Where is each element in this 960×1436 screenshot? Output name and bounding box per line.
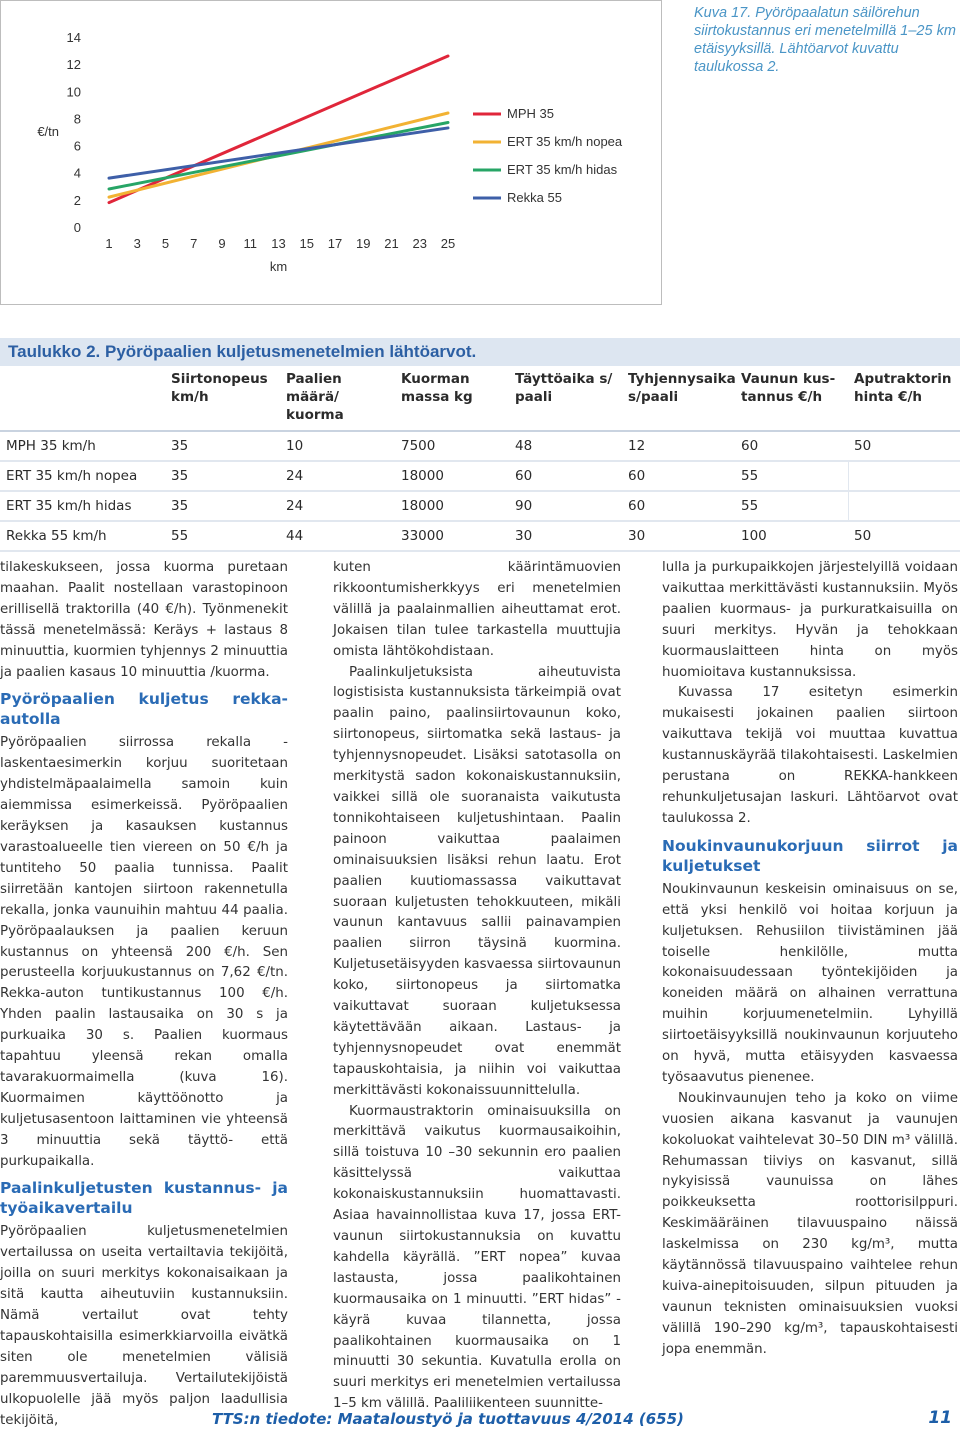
x-tick-label: 9 — [218, 236, 226, 251]
table-cell: 90 — [509, 491, 622, 521]
table-cell: 30 — [509, 521, 622, 551]
x-tick-label: 15 — [299, 236, 314, 251]
paragraph: Noukinvaunun keskeisin ominaisuus on se, että yksi henkilö voi hoitaa korjuun ja kuljetuksen. Rehusiilon tiivistäminen jää toiselle henkilölle, mutta kokonaisuudessaan työntekijöiden ja koneiden määrä on alhainen verrattuna muihin korjuumenetelmiin. Lyhyillä siirtoetäisyyksillä noukinvaunun korjuuteho on hyvä, mutta etäisyyden kasvaessa työsaavutus pienenee. — [662, 881, 958, 1085]
table-cell: ERT 35 km/h hidas — [0, 491, 165, 521]
table-cell — [848, 461, 960, 491]
table-cell: 7500 — [395, 431, 509, 461]
y-tick-label: 2 — [73, 192, 81, 208]
text-column-1 — [0, 558, 288, 1432]
paragraph: Paalinkuljetuksista aiheutuvista logistisista kustannuksista tärkeimpiä ovat paalin paino, paalinsiirtovaunun koko, siirtonopeus, siirtomatka sekä lastaus- ja tyhjennysnopeudet. Lisäksi satotasolla on merkitystä sadon kokonaiskustannuksiin, vaikkei sillä ole suoranaista vaikutusta tonnikohtaiseen kuljetushintaan. Paalin painoon vaikuttaa paalaimen ominaisuuksien lisäksi rehun laatu. Erot paalien kuutiomassassa vaikuttavat suoraan kuljetusten tehokkuuteen, mikäli vaunun kantavuus sallii painavampien paalien siirron täysinä kuormina. Kuljetusetäisyyden kasvaessa siirtovaunun koko, siirtonopeus ja siirtomatka vaikuttavat suoraan kuljetuksessa käytettävään aikaan. Lastaus- ja tyhjennysnopeudet ovat enemmät tapauskohtaisia, ja niihin voi vaikuttaa merkittävästi kokonaissuunnittelulla. — [333, 664, 621, 1098]
x-tick-label: 7 — [190, 236, 198, 251]
table-cell: Rekka 55 km/h — [0, 521, 165, 551]
header-fill-time: Täyttöaika s/ paali — [509, 366, 622, 431]
table-title: Taulukko 2. Pyöröpaalien kuljetusmenetelmien lähtöarvot. — [0, 338, 960, 366]
text-column-2 — [333, 558, 621, 1415]
chart-frame — [0, 0, 662, 305]
table-cell: 30 — [622, 521, 735, 551]
y-axis-label: €/tn — [37, 124, 59, 139]
table-cell: 60 — [622, 461, 735, 491]
table-cell: 50 — [848, 431, 960, 461]
paragraph: Pyöröpaalien kuljetusmenetelmien vertailussa on useita vertailtavia tekijöitä, joilla on suuri merkitys kokonaisaikaan ja sitä kautta aiheutuviin kustannuksiin. Nämä vertailut ovat tehty tapauskohtaisilla esimerkkiarvoilla eivätkä siten ole menetelmien välisiä paremmuusvertailuja. Vertailutekijöistä ulkopuolelle jää myös paljon laadullisia tekijöitä, — [0, 1224, 288, 1428]
y-tick-label: 8 — [73, 111, 81, 127]
table-cell: 55 — [165, 521, 280, 551]
table-header-row — [0, 366, 960, 431]
section-heading: Pyöröpaalien kuljetus rekka-autolla — [0, 690, 288, 729]
x-tick-label: 19 — [356, 236, 371, 251]
data-table-section — [0, 338, 960, 552]
table-cell: 35 — [165, 431, 280, 461]
header-wagon-cost: Vaunun kus-tannus €/h — [735, 366, 848, 431]
table-cell: 44 — [280, 521, 395, 551]
header-tractor-price: Aputraktorin hinta €/h — [848, 366, 960, 431]
data-table — [0, 366, 960, 552]
header-empty — [0, 366, 165, 431]
x-axis-label: km — [269, 259, 288, 274]
legend-label: Rekka 55 — [507, 190, 562, 205]
table-cell: 33000 — [395, 521, 509, 551]
section-heading: Noukinvaunukorjuun siirrot ja kuljetukset — [662, 836, 958, 875]
paragraph: Kuormaustraktorin ominaisuuksilla on merkittävä vaikutus kuormausaikoihin, sillä toistuva 10 –30 sekunnin ero paalien käsittelyssä vaikuttaa kokonaiskustannuksiin huomattavasti. Asiaa havainnollistaa kuva 17, jossa ERT-vaunun siirtokustannuksia on kuvattu kahdella käyrällä. ”ERT nopea” kuvaa lastausta, jossa paalikohtainen kuormausaika on 1 minuutti. ”ERT hidas” -käyrä kuvaa tilannetta, jossa paalikohtainen kuormausaika on 1 minuutti 30 sekuntia. Kuvatulla erolla on suuri merkitys eri menetelmien vertailussa 1–5 km välillä. Paaliliikenteen suunnitte- — [333, 1103, 621, 1412]
paragraph: Kuvassa 17 esitetyn esimerkin mukaisesti jokainen paalien siirtoon vaikuttava tekijä voi muuttaa kuvattua kustannuskäyrää tilakohtaisesti. Laskelmien perustana on REKKA-hankkeen rehunkuljetusajan laskuri. Lähtöarvot ovat taulukossa 2. — [662, 685, 958, 826]
header-bales: Paalien määrä/ kuorma — [280, 366, 395, 431]
journal-title: TTS:n tiedote: Maataloustyö ja tuottavuus 4/2014 (655) — [212, 1410, 684, 1428]
y-tick-label: 12 — [66, 57, 81, 73]
table-row — [0, 431, 960, 461]
table-cell: ERT 35 km/h nopea — [0, 461, 165, 491]
table-cell: 100 — [735, 521, 848, 551]
y-tick-label: 4 — [73, 165, 81, 181]
table-cell: 35 — [165, 461, 280, 491]
x-tick-label: 13 — [271, 236, 286, 251]
table-cell: MPH 35 km/h — [0, 431, 165, 461]
paragraph: Noukinvaunujen teho ja koko on viime vuosien aikana kasvanut ja vaunujen kokoluokat vaihtelevat 30–50 DIN m³ välillä. Rehumassan tiiviys on kasvanut, sillä nykyisissä vaunuissa on lähes poikkeuksetta roottorisilppuri. Keskimääräinen tilavuuspaino näissä laskelmissa on 230 kg/m³, mutta käytännössä tilavuuspaino vaihtelee rehun kuiva-ainepitoisuuden, silpun pituuden ja vaunun teknisten ominaisuuksien vuoksi välillä 190–290 kg/m³, tapauskohtaisesti jopa enemmän. — [662, 1090, 958, 1357]
table-cell: 55 — [735, 491, 848, 521]
x-tick-label: 3 — [133, 236, 141, 251]
legend-label: ERT 35 km/h hidas — [507, 162, 618, 177]
y-tick-label: 14 — [66, 30, 81, 45]
paragraph: Pyöröpaalien siirrossa rekalla -laskentaesimerkin korjuu suoritetaan yhdistelmäpaalaimella samoin kuin aiemmissa esimerkeissä. Pyöröpaalien keräyksen ja kasauksen kustannus varastoalueelle tien viereen on 50 €/h ja tuntiteho 50 paalia tunnissa. Paalit siirretään kantojen siirtoon rakennetulla rekalla, jonka vaunuihin mahtuu 44 paalia. Pyöröpaalauksen ja paalien keruun kustannus on yhteensä 200 €/h. Sen perusteella korjuukustannus on 7,62 €/tn. Rekka-auton tuntikustannus 100 €/h. Yhden paalin lastausaika on 30 s ja purkuaika 30 s. Paalien kuormaus tapahtuu yleensä rekan omalla tavarakuormaimella (kuva 16). Kuormaimen käyttöönotto ja kuljetusasentoon laittaminen vie yhteensä 3 minuuttia sekä täyttö- että purkupaikalla. — [0, 735, 288, 1169]
table-cell: 12 — [622, 431, 735, 461]
table-cell: 48 — [509, 431, 622, 461]
y-tick-label: 0 — [73, 220, 81, 235]
x-tick-label: 17 — [327, 236, 343, 251]
page-number: 11 — [928, 1408, 952, 1428]
x-tick-label: 25 — [440, 236, 456, 251]
table-cell: 60 — [509, 461, 622, 491]
table-cell: 35 — [165, 491, 280, 521]
header-empty-time: Tyhjennysaika s/paali — [622, 366, 735, 431]
table-cell: 18000 — [395, 461, 509, 491]
y-tick-label: 6 — [73, 138, 81, 154]
figure-caption: Kuva 17. Pyöröpaalatun säilörehun siirtokustannus eri menetelmillä 1–25 km etäisyyksillä. Lähtöarvot kuvattu taulukossa 2. — [694, 5, 956, 75]
table-cell: 24 — [280, 491, 395, 521]
table-cell: 60 — [735, 431, 848, 461]
x-tick-label: 21 — [384, 236, 399, 251]
table-row — [0, 461, 960, 491]
legend-label: ERT 35 km/h nopea — [507, 134, 623, 149]
y-tick-label: 10 — [66, 84, 81, 100]
table-cell: 18000 — [395, 491, 509, 521]
table-cell: 55 — [735, 461, 848, 491]
page-footer — [0, 1410, 960, 1432]
text-column-3 — [662, 558, 958, 1361]
series-line — [109, 128, 448, 178]
paragraph: lulla ja purkupaikkojen järjestelyillä voidaan vaikuttaa merkittävästi kustannuksiin. Myös paalien kuormaus- ja purkuratkaisuilla on suuri merkitys. Hyvän ja tehokkaan kuormauslaitteen hinta on myös huomioitava kustannuksissa. — [662, 560, 958, 680]
table-cell — [848, 491, 960, 521]
series-line — [109, 56, 448, 203]
table-cell: 50 — [848, 521, 960, 551]
x-tick-label: 11 — [243, 236, 257, 251]
x-tick-label: 1 — [105, 236, 113, 251]
table-row — [0, 491, 960, 521]
header-speed: Siirtonopeus km/h — [165, 366, 280, 431]
line-chart — [1, 1, 663, 306]
legend-label: MPH 35 — [507, 106, 554, 121]
table-cell: 10 — [280, 431, 395, 461]
header-mass: Kuorman massa kg — [395, 366, 509, 431]
section-heading: Paalinkuljetusten kustannus- ja työaikavertailu — [0, 1179, 288, 1218]
paragraph: kuten käärintämuovien rikkoontumisherkkyys eri menetelmien välillä ja paalainmallien aiheuttamat erot. Jokaisen tilan tulee tarkastella muuttujia omista lähtökohdistaan. — [333, 560, 621, 659]
series-line — [109, 123, 448, 190]
x-tick-label: 23 — [412, 236, 427, 251]
table-cell: 60 — [622, 491, 735, 521]
paragraph: tilakeskukseen, jossa kuorma puretaan maahan. Paalit nostellaan varastopinoon erillisellä traktorilla (40 €/h). Työnmenekit tässä menetelmässä: Keräys + lastaus 8 minuuttia, kuormien tyhjennys 2 minuuttia ja paalien kasaus 10 minuuttia /kuorma. — [0, 560, 288, 680]
x-tick-label: 5 — [161, 236, 170, 251]
table-cell: 24 — [280, 461, 395, 491]
table-row — [0, 521, 960, 551]
